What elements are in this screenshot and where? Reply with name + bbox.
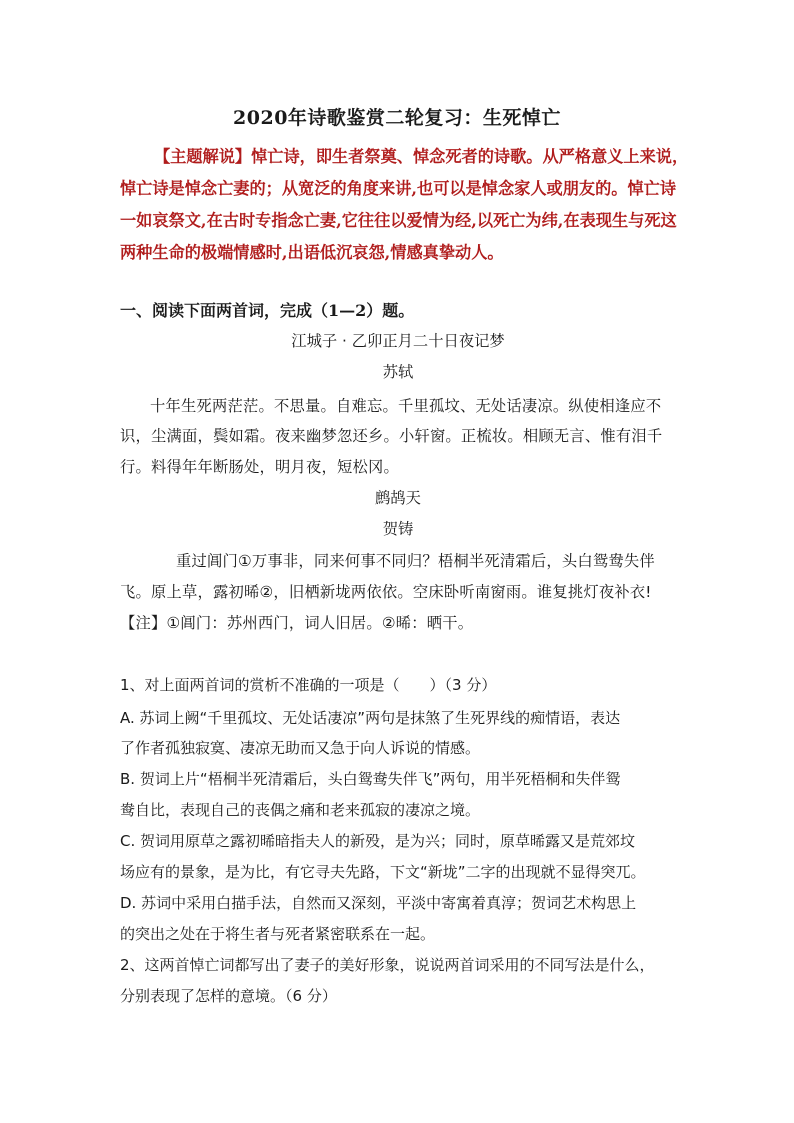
question1-option-line: 的突出之处在于将生者与死者紧密联系在一起。 [120,925,436,943]
section-heading: 一、阅读下面两首词，完成（1—2）题。 [120,301,415,320]
poem1-text-line: 行。料得年年断肠处，明月夜，短松冈。 [120,458,399,476]
poem2-author: 贺铸 [382,520,414,538]
question1-option-line: D. 苏词中采用白描手法，自然而又深刻，平淡中寄寓着真淳；贺词艺术构思上 [120,894,637,912]
theme-line: 【主题解说】悼亡诗，即生者祭奠、悼念死者的诗歌。从严格意义上来说， [154,147,689,166]
poem2-text-line: 飞。原上草，露初晞②，旧栖新垅两依依。空床卧听南窗雨。谁复挑灯夜补衣! [120,583,652,601]
poem1-text-line: 十年生死两茫茫。不思量。自难忘。千里孤坟、无处话凄凉。纵使相逢应不 [150,397,662,415]
page-title: 2020年诗歌鉴赏二轮复习：生死悼亡 [233,107,561,129]
theme-line: 悼亡诗是悼念亡妻的；从宽泛的角度来讲,也可以是悼念家人或朋友的。悼亡诗 [120,179,677,198]
question1-option-line: 场应有的景象，是为比，有它寻夫先路，下文“新垅”二字的出现就不显得突兀。 [120,863,646,881]
question1-stem: 1、对上面两首词的赏析不准确的一项是（ ）（3 分） [120,676,497,694]
poem1-text-line: 识，尘满面，鬓如霜。夜来幽梦忽还乡。小轩窗。正梳妆。相顾无言、惟有泪千 [120,427,663,445]
theme-line: 一如哀祭文,在古时专指念亡妻,它往往以爱情为经,以死亡为纬,在表现生与死这 [120,211,677,230]
question1-option-line: 了作者孤独寂寞、凄凉无助而又急于向人诉说的情感。 [120,739,481,757]
question1-option-line: 鸯自比，表现自己的丧偶之痛和老来孤寂的凄凉之境。 [120,801,481,819]
poem2-text-line: 重过阊门①万事非，同来何事不同归？梧桐半死清霜后，头白鸳鸯失伴 [176,552,655,570]
theme-explanation [120,141,689,269]
question2-line: 分别表现了怎样的意境。（6 分） [120,987,337,1005]
theme-line: 两种生命的极端情感时,出语低沉哀怨,情感真挚动人。 [120,243,504,262]
poem1-author: 苏轼 [382,363,414,381]
poem1-title: 江城子 · 乙卯正月二十日夜记梦 [291,332,505,350]
question1-option-line: A. 苏词上阙“千里孤坟、无处话凄凉”两句是抹煞了生死界线的痴情语，表达 [120,709,621,727]
poem2-title: 鹧鸪天 [375,489,421,507]
question2-line: 2、这两首悼亡词都写出了妻子的美好形象，说说两首词采用的不同写法是什么， [120,956,655,974]
question1-option-line: C. 贺词用原草之露初晞暗指夫人的新殁，是为兴；同时，原草晞露又是荒郊坟 [120,832,636,850]
question1-option-line: B. 贺词上片“梧桐半死清霜后，头白鸳鸯失伴飞”两句，用半死梧桐和失伴鸳 [120,770,621,788]
poem2-note: 【注】①阊门：苏州西门，词人旧居。②晞：晒干。 [120,614,474,632]
